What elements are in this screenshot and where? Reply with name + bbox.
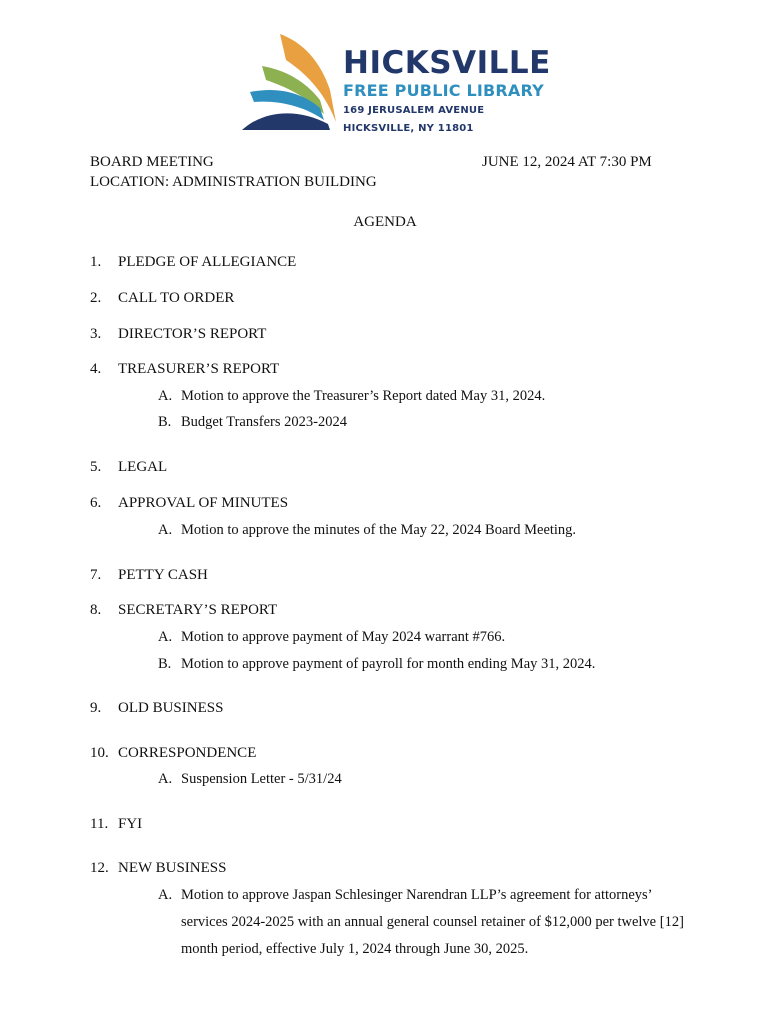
- item-label: OLD BUSINESS: [118, 700, 224, 716]
- meeting-location: LOCATION: ADMINISTRATION BUILDING: [90, 174, 377, 190]
- item-label: NEW BUSINESS: [118, 860, 227, 876]
- item-number: 10.: [90, 745, 109, 761]
- agenda-item: [90, 698, 223, 718]
- item-number: 6.: [90, 495, 102, 511]
- item-label: PETTY CASH: [118, 567, 208, 583]
- subitem-text: Motion to approve the Treasurer’s Report dated May 31, 2024.: [181, 388, 546, 404]
- subitem-letter: A.: [158, 629, 173, 645]
- agenda-item: [90, 743, 256, 763]
- subitem-letter: A.: [158, 388, 173, 404]
- agenda-item: [90, 288, 234, 308]
- item-label: DIRECTOR’S REPORT: [118, 326, 267, 342]
- agenda-item: [90, 858, 227, 878]
- item-label: SECRETARY’S REPORT: [118, 602, 278, 618]
- agenda-item: [90, 252, 296, 272]
- item-label: CORRESPONDENCE: [118, 745, 257, 761]
- item-number: 8.: [90, 602, 102, 618]
- item-label: TREASURER’S REPORT: [118, 361, 280, 377]
- item-label: FYI: [118, 816, 143, 832]
- item-label: CALL TO ORDER: [118, 290, 235, 306]
- agenda-subitem: [158, 412, 698, 432]
- agenda-subitem: [158, 654, 698, 674]
- item-label: LEGAL: [118, 459, 168, 475]
- subitem-text: Motion to approve Jaspan Schlesinger Narendran LLP’s agreement for attorneys’ services 2024-2025 with an annual general counsel retainer of $12,000 per twelve [12] month period, effective July 1, 2024 through June 30, 2025.: [181, 887, 684, 957]
- agenda-subitem: [158, 520, 698, 540]
- agenda-item: [90, 359, 279, 379]
- item-number: 4.: [90, 361, 102, 377]
- logo-navy-page: [242, 113, 330, 130]
- subitem-letter: A.: [158, 522, 173, 538]
- subitem-text: Motion to approve the minutes of the May 22, 2024 Board Meeting.: [181, 522, 577, 538]
- library-book-pages-icon: [240, 30, 340, 135]
- item-number: 7.: [90, 567, 102, 583]
- agenda-subitem: [158, 386, 698, 406]
- meeting-title: BOARD MEETING: [90, 154, 214, 170]
- item-number: 5.: [90, 459, 102, 475]
- library-name: HICKSVILLE: [343, 45, 551, 81]
- agenda-subitem: [158, 882, 701, 963]
- agenda-item: [90, 814, 142, 834]
- item-label: PLEDGE OF ALLEGIANCE: [118, 254, 297, 270]
- agenda-item: [90, 324, 266, 344]
- subitem-text: Suspension Letter - 5/31/24: [181, 771, 342, 787]
- item-number: 9.: [90, 700, 102, 716]
- agenda-item: [90, 493, 288, 513]
- agenda-subitem: [158, 627, 698, 647]
- agenda-subitem: [158, 769, 698, 789]
- agenda-item: [90, 600, 277, 620]
- library-address-street: 169 JERUSALEM AVENUE: [343, 105, 485, 116]
- item-number: 11.: [90, 816, 109, 832]
- item-number: 2.: [90, 290, 102, 306]
- subitem-text: Budget Transfers 2023-2024: [181, 414, 347, 430]
- item-label: APPROVAL OF MINUTES: [118, 495, 289, 511]
- library-logo: [240, 30, 560, 140]
- subitem-letter: B.: [158, 414, 172, 430]
- subitem-letter: A.: [158, 887, 173, 903]
- library-address-city: HICKSVILLE, NY 11801: [343, 123, 474, 134]
- library-subtitle: FREE PUBLIC LIBRARY: [343, 81, 544, 100]
- subitem-letter: A.: [158, 771, 173, 787]
- agenda-heading: AGENDA: [353, 214, 417, 230]
- item-number: 1.: [90, 254, 102, 270]
- agenda-item: [90, 565, 208, 585]
- subitem-text: Motion to approve payment of May 2024 warrant #766.: [181, 629, 506, 645]
- item-number: 12.: [90, 860, 109, 876]
- subitem-letter: B.: [158, 656, 172, 672]
- agenda-item: [90, 457, 167, 477]
- item-number: 3.: [90, 326, 102, 342]
- meeting-date-time: JUNE 12, 2024 AT 7:30 PM: [482, 154, 652, 170]
- subitem-text: Motion to approve payment of payroll for month ending May 31, 2024.: [181, 656, 596, 672]
